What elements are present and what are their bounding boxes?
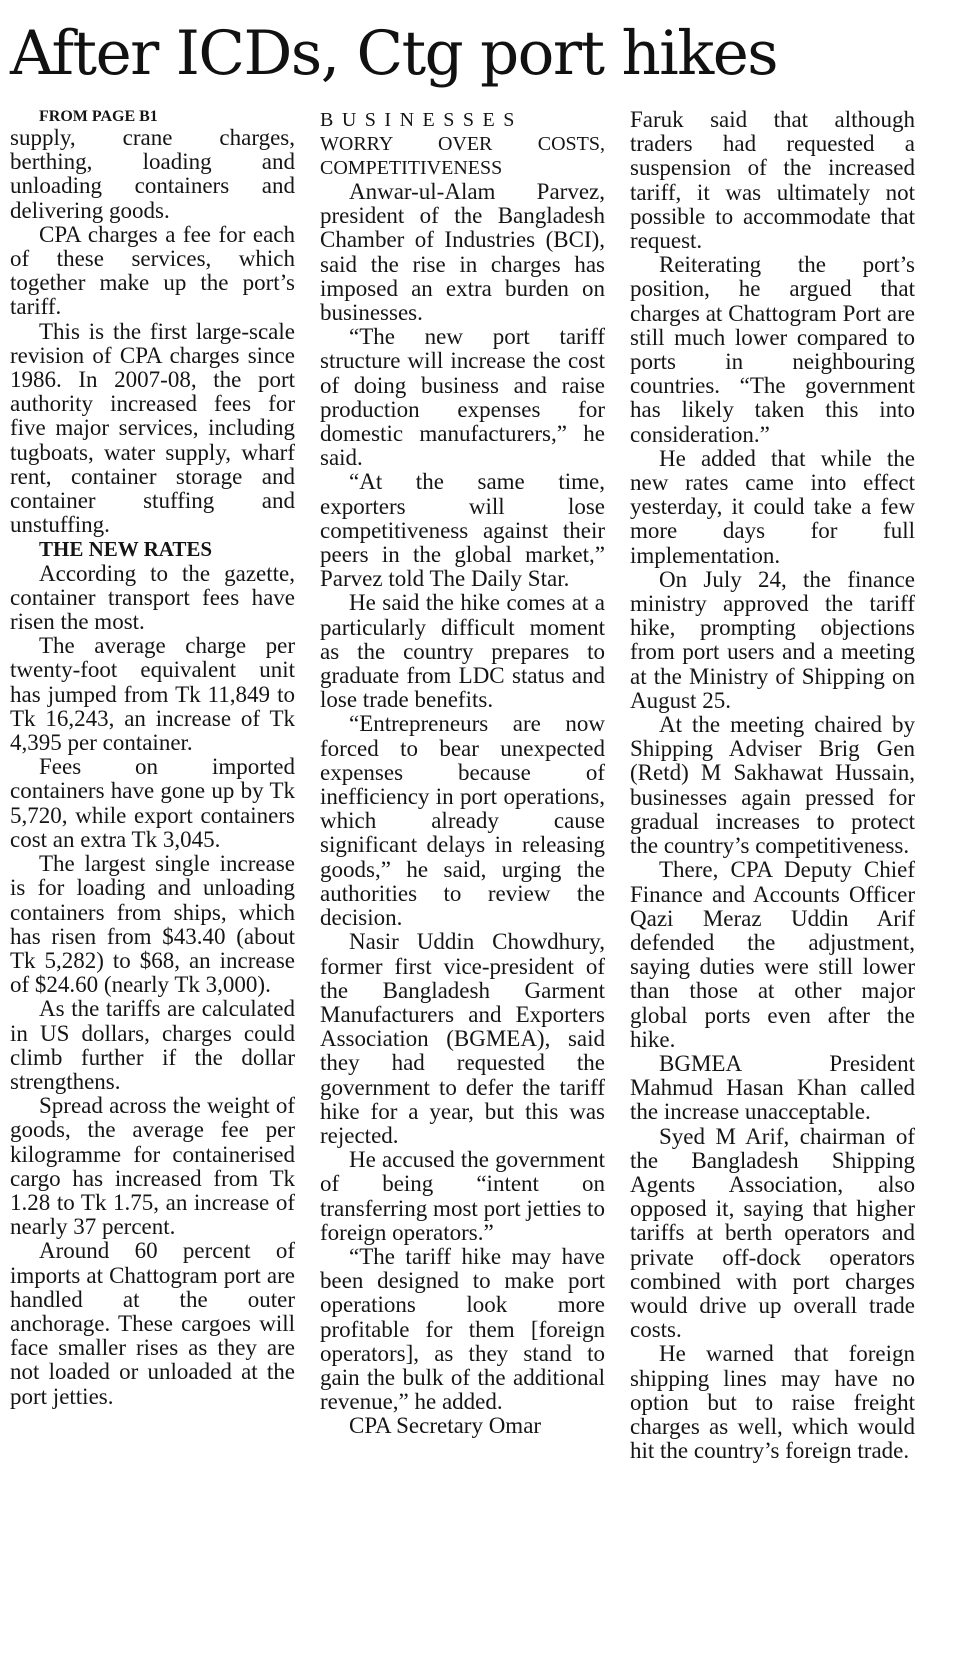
paragraph: He added that while the new rates came into effect yesterday, it could take a few more days for full implementation. bbox=[630, 445, 915, 568]
section-subhead-line-3: COMPETITIVENESS bbox=[320, 157, 503, 179]
headline: After ICDs, Ctg port hikes bbox=[10, 18, 778, 89]
paragraph: As the tariffs are calculated in US dollars, charges could climb further if the dollar strengthens. bbox=[10, 996, 295, 1094]
paragraph: He warned that foreign shipping lines may have no option but to raise freight charges as well, which would hit the country’s foreign trade. bbox=[630, 1341, 915, 1464]
paragraph: The largest single increase is for loading and unloading containers from ships, which has risen from $43.40 (about Tk 5,282) to $68, an increase of $24.60 (nearly Tk 3,000). bbox=[10, 851, 295, 998]
section-subhead-line-1: BUSINESSES bbox=[320, 109, 523, 131]
paragraph: Syed M Arif, chairman of the Bangladesh Shipping Agents Association, also opposed it, saying that higher tariffs at berth operators and private off-dock operators combined with port charges would drive up overall trade costs. bbox=[630, 1123, 915, 1343]
paragraph: This is the first large-scale revision of CPA charges since 1986. In 2007-08, the port authority increased fees for five major services, including tugboats, water supply, wharf rent, container storage and container stuffing and unstuffing. bbox=[10, 318, 295, 538]
paragraph: BGMEA President Mahmud Hasan Khan called the increase unacceptable. bbox=[630, 1050, 915, 1125]
paragraph: There, CPA Deputy Chief Finance and Accounts Officer Qazi Meraz Uddin Arif defended the adjustment, saying duties were still lower than those at other major global ports even after the hike. bbox=[630, 857, 915, 1052]
paragraph: Faruk said that although traders had requested a suspension of the increased tariff, it was ultimately not possible to accommodate that request. bbox=[630, 108, 915, 254]
paragraph: Spread across the weight of goods, the average fee per kilogramme for containerised cargo has increased from Tk 1.28 to Tk 1.75, an increase of nearly 37 percent. bbox=[10, 1093, 295, 1240]
paragraph: CPA Secretary Omar bbox=[349, 1413, 542, 1439]
article-column-2 bbox=[320, 108, 605, 1656]
paragraph: “Entrepreneurs are now forced to bear unexpected expenses because of inefficiency in port operations, which already cause significant delays in releasing goods,” he said, urging the authorities to review the decision. bbox=[320, 711, 605, 931]
paragraph: “At the same time, exporters will lose competitiveness against their peers in the global market,” Parvez told The Daily Star. bbox=[320, 469, 605, 592]
paragraph: He said the hike comes at a particularly difficult moment as the country prepares to graduate from LDC status and lose trade benefits. bbox=[320, 590, 605, 713]
paragraph: Reiterating the port’s position, he argued that charges at Chattogram Port are still much lower compared to ports in neighbouring countries. “The government has likely taken this into consideration.” bbox=[630, 252, 915, 447]
article-column-1 bbox=[10, 108, 295, 1656]
paragraph: supply, crane charges, berthing, loading and unloading containers and delivering goods. bbox=[10, 125, 295, 223]
article-column-3 bbox=[630, 108, 915, 1656]
paragraph: The average charge per twenty-foot equivalent unit has jumped from Tk 11,849 to Tk 16,243, an increase of Tk 4,395 per container. bbox=[10, 633, 295, 756]
section-subhead-line-2: WORRY OVER COSTS, bbox=[320, 133, 605, 155]
subhead-new-rates: THE NEW RATES bbox=[39, 537, 213, 562]
paragraph: At the meeting chaired by Shipping Adviser Brig Gen (Retd) M Sakhawat Hussain, businesses again pressed for gradual increases to protect the country’s competitiveness. bbox=[630, 712, 915, 859]
jump-kicker: FROM PAGE B1 bbox=[39, 108, 158, 125]
section-subhead bbox=[320, 108, 605, 180]
paragraph: Fees on imported containers have gone up by Tk 5,720, while export containers cost an extra Tk 3,045. bbox=[10, 754, 295, 852]
paragraph: On July 24, the finance ministry approved the tariff hike, prompting objections from port users and a meeting at the Ministry of Shipping on August 25. bbox=[630, 566, 915, 713]
paragraph: “The new port tariff structure will increase the cost of doing business and raise production expenses for domestic manufacturers,” he said. bbox=[320, 324, 605, 471]
paragraph: CPA charges a fee for each of these services, which together make up the port’s tariff. bbox=[10, 221, 295, 320]
paragraph: Around 60 percent of imports at Chattogram port are handled at the outer anchorage. These cargoes will face smaller rises as they are not loaded or unloaded at the port jetties. bbox=[10, 1238, 295, 1409]
paragraph: “The tariff hike may have been designed to make port operations look more profitable for them [foreign operators], as they stand to gain the bulk of the additional revenue,” he added. bbox=[320, 1243, 605, 1415]
paragraph: According to the gazette, container transport fees have risen the most. bbox=[10, 560, 295, 635]
paragraph: He accused the government of being “intent on transferring most port jetties to foreign operators.” bbox=[320, 1147, 605, 1245]
paragraph: Nasir Uddin Chowdhury, former first vice-president of the Bangladesh Garment Manufacturers and Exporters Association (BGMEA), said they had requested the government to defer the tariff hike for a year, but this was rejected. bbox=[320, 929, 605, 1148]
paragraph: Anwar-ul-Alam Parvez, president of the Bangladesh Chamber of Industries (BCI), said the rise in charges has imposed an extra burden on businesses. bbox=[320, 179, 605, 326]
